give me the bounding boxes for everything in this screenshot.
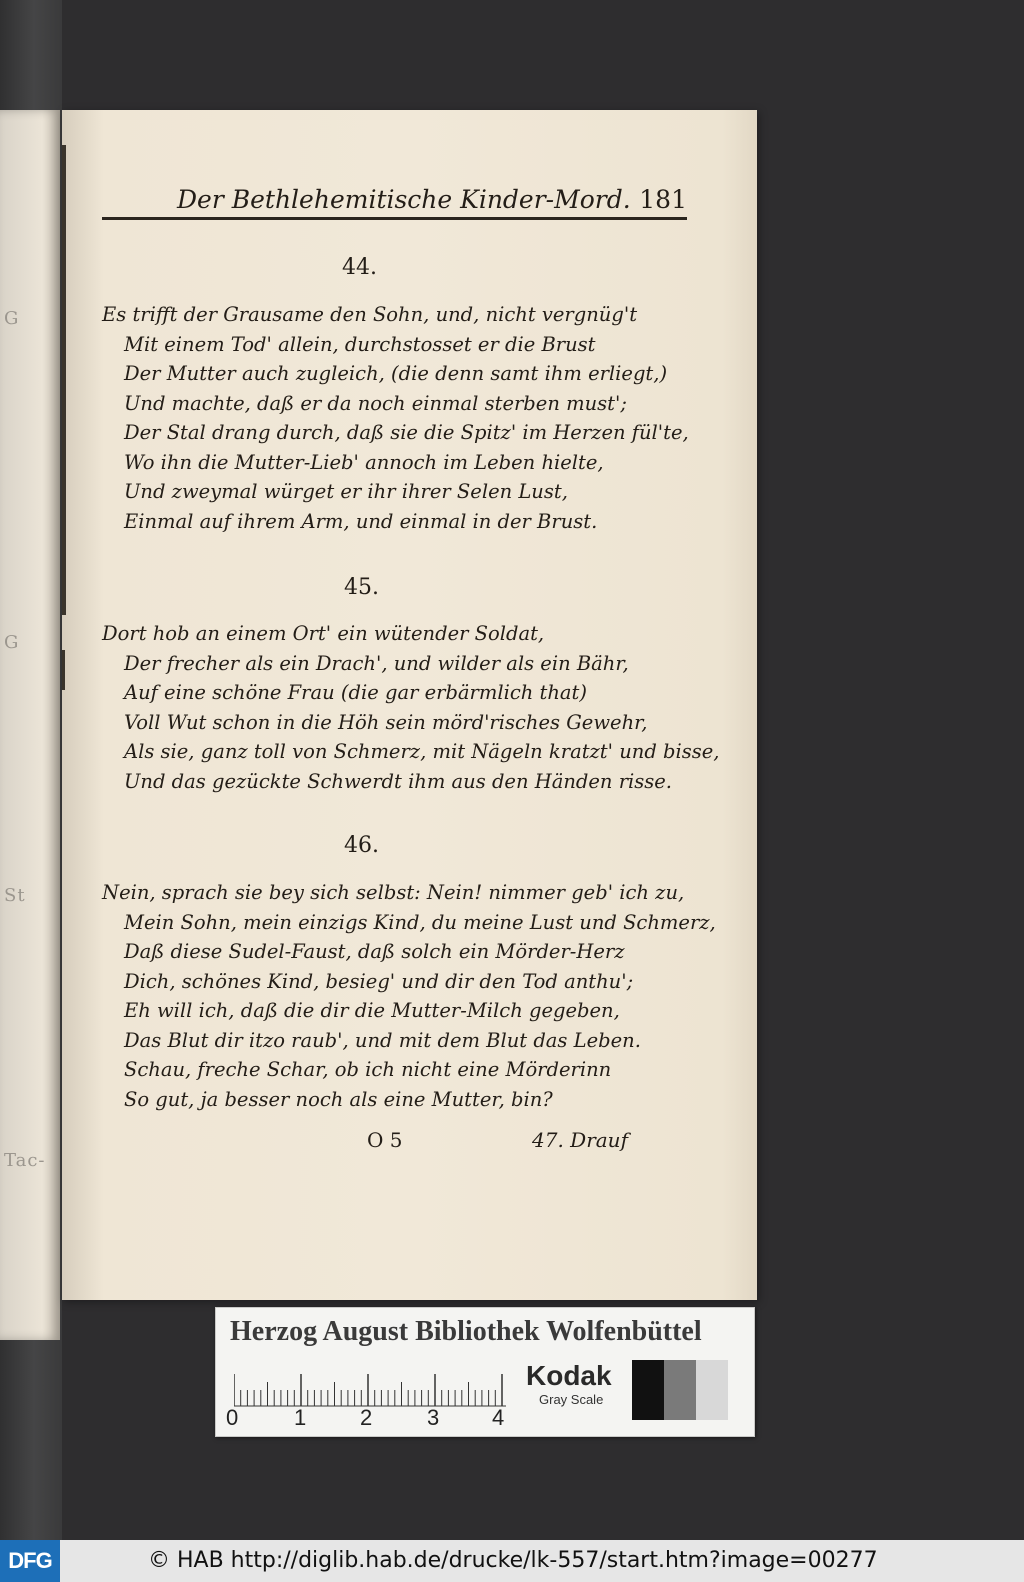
verse-line: Dort hob an einem Ort' ein wütender Soldat, (102, 622, 545, 645)
verse-line: Mein Sohn, mein einzigs Kind, du meine Lust und Schmerz, (124, 910, 716, 934)
verse-line: Es trifft der Grausame den Sohn, und, nicht vergnüg't (102, 303, 638, 326)
footer-bar (0, 1540, 1024, 1582)
stanza-45 (102, 619, 742, 796)
verse-line: Wo ihn die Mutter-Lieb' annoch im Leben hielte, (124, 450, 604, 474)
underlying-page-fragment: Tac- (4, 1150, 46, 1171)
verse-line: Voll Wut schon in die Höh sein mörd'risches Gewehr, (124, 710, 648, 734)
verse-line: Der frecher als ein Drach', und wilder als ein Bähr, (124, 651, 629, 675)
verse-line: Und machte, daß er da noch einmal sterben must'; (124, 391, 627, 415)
verse-line: Und zweymal würget er ihr ihrer Selen Lust, (124, 480, 568, 503)
catchword: 47. Drauf (532, 1128, 628, 1152)
verse-line: Auf eine schöne Frau (die gar erbärmlich that) (124, 681, 587, 704)
stanza-number: 46. (344, 833, 379, 858)
gray-patch (696, 1360, 728, 1420)
ruler-number: 0 (226, 1405, 239, 1430)
underlying-page-fragment: G (4, 308, 20, 329)
ruler-number: 2 (360, 1405, 373, 1430)
ruler-scale (234, 1370, 510, 1410)
verse-line: Der Stal drang durch, daß sie die Spitz' im Herzen fül'te, (124, 421, 689, 444)
underlying-page-fragment: G (4, 632, 20, 653)
gray-patch (664, 1360, 696, 1420)
running-title: Der Bethlehemitische Kinder-Mord. (177, 185, 631, 214)
verse-line: Der Mutter auch zugleich, (die denn samt ihm erliegt,) (124, 362, 668, 385)
gutter-shadow (62, 145, 66, 615)
page-number: 181 (639, 185, 687, 214)
stanza-44 (102, 300, 742, 536)
stanza-46 (102, 878, 742, 1114)
verse-line: Eh will ich, daß die dir die Mutter-Milch gegeben, (124, 999, 620, 1022)
verse-line: Einmal auf ihrem Arm, und einmal in der Brust. (124, 509, 598, 533)
library-name: Herzog August Bibliothek Wolfenbüttel (230, 1316, 702, 1347)
kodak-logo: Kodak (526, 1360, 612, 1391)
underlying-page-edge (0, 110, 60, 1340)
stanza-number: 44. (342, 255, 377, 280)
ruler-number: 4 (492, 1405, 505, 1430)
ruler-number: 1 (294, 1405, 307, 1430)
verse-line: Dich, schönes Kind, besieg' und dir den Tod anthu'; (124, 969, 634, 993)
gutter-shadow (62, 650, 65, 690)
verse-line: Das Blut dir itzo raub', und mit dem Blut das Leben. (124, 1028, 641, 1052)
signature-mark: O 5 (367, 1128, 403, 1152)
verse-line: Und das gezückte Schwerdt ihm aus den Händen risse. (124, 769, 672, 793)
verse-line: Nein, sprach sie bey sich selbst: Nein! nimmer geb' ich zu, (102, 881, 685, 904)
copyright-url: © HAB http://diglib.hab.de/drucke/lk-557/start.htm?image=00277 (148, 1548, 878, 1573)
ruler-number: 3 (427, 1405, 440, 1430)
underlying-page-fragment: St (4, 885, 26, 906)
verse-line: Daß diese Sudel-Faust, daß solch ein Mörder-Herz (124, 940, 625, 963)
gray-scale-patches (632, 1360, 728, 1420)
book-page (62, 110, 757, 1300)
gray-patch (632, 1360, 664, 1420)
color-calibration-card (215, 1307, 755, 1437)
verse-line: Mit einem Tod' allein, durchstosset er die Brust (124, 332, 596, 356)
verse-line: So gut, ja besser noch als eine Mutter, bin? (124, 1087, 553, 1111)
header-rule (102, 217, 687, 220)
stanza-number: 45. (344, 575, 379, 600)
kodak-subtitle: Gray Scale (539, 1392, 604, 1407)
verse-line: Schau, freche Schar, ob ich nicht eine Mörderinn (124, 1058, 612, 1081)
verse-line: Als sie, ganz toll von Schmerz, mit Nägeln kratzt' und bisse, (124, 740, 720, 763)
dfg-logo: DFG (0, 1540, 60, 1582)
